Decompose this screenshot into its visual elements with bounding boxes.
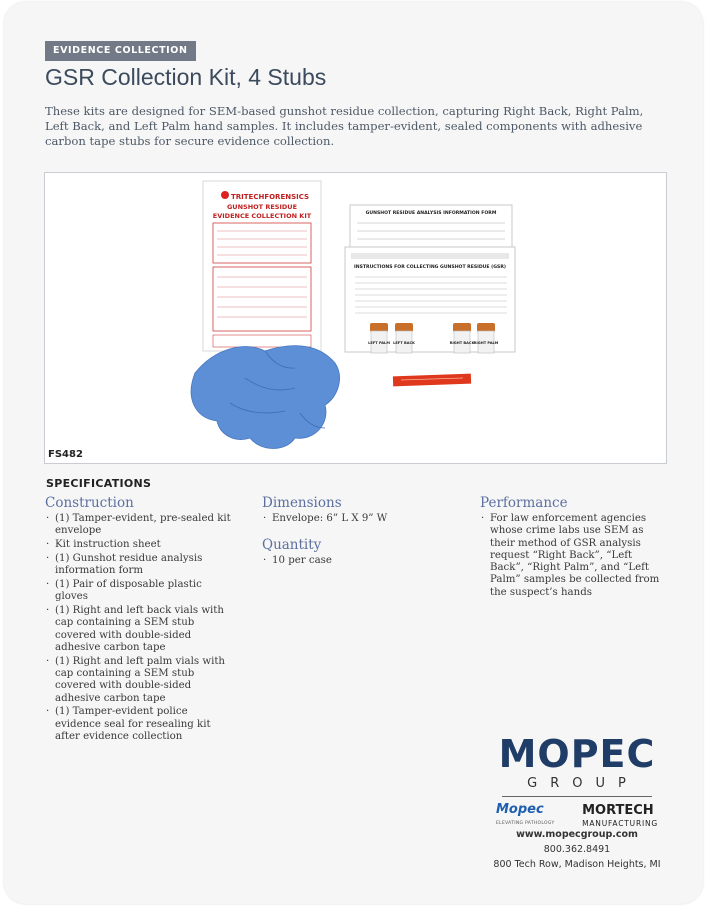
construction-list xyxy=(45,513,235,743)
performance-list xyxy=(480,513,665,599)
list-item: · (1) Gunshot residue analysis information form xyxy=(45,553,235,578)
vial-left-palm xyxy=(368,323,390,353)
intro-paragraph: These kits are designed for SEM-based gunshot residue collection, capturing Right Back, Right Palm, Left Back, and Left Palm hand samples. It includes tamper-evident, sealed components with adhesive carbon tape stubs for secure evidence collection. xyxy=(45,104,644,148)
kit-envelope xyxy=(203,181,321,351)
svg-text:LEFT BACK: LEFT BACK xyxy=(393,341,415,345)
performance-heading: Performance xyxy=(480,495,568,511)
list-item: · Kit instruction sheet xyxy=(45,539,235,551)
sub-brand-logos xyxy=(482,803,672,830)
dimensions-heading: Dimensions xyxy=(262,495,342,511)
mortech-name: MORTECH xyxy=(582,803,654,818)
list-item: · For law enforcement agencies whose crime labs use SEM as their method of GSR analysis request “Right Back”, “Left Back”, “Right Palm”, and “Left Palm” samples be collected from the suspect’s hands xyxy=(480,513,665,599)
phone-number: 800.362.8491 xyxy=(543,844,611,855)
product-photo xyxy=(44,172,667,464)
information-form xyxy=(350,205,512,253)
page-title: GSR Collection Kit, 4 Stubs xyxy=(45,64,327,90)
construction-heading: Construction xyxy=(45,495,134,511)
mopec-sub-name: Mopec xyxy=(496,802,544,817)
quantity-list xyxy=(262,555,452,567)
mopec-wordmark: MOPEC xyxy=(498,732,656,776)
svg-text:GUNSHOT RESIDUE: GUNSHOT RESIDUE xyxy=(226,203,298,211)
list-item: · (1) Tamper-evident police evidence seal for resealing kit after evidence collection xyxy=(45,706,235,743)
mopec-sub-logo xyxy=(496,803,555,830)
evidence-seal xyxy=(393,374,471,387)
contact-info xyxy=(482,827,672,872)
dimensions-list xyxy=(262,513,452,525)
mortech-manufacturing: MANUFACTURING xyxy=(582,819,658,828)
svg-text:RIGHT PALM: RIGHT PALM xyxy=(473,341,499,345)
tritech-logo-icon xyxy=(221,191,229,199)
list-item: · (1) Tamper-evident, pre-sealed kit envelope xyxy=(45,513,235,538)
svg-text:TRITECHFORENSICS: TRITECHFORENSICS xyxy=(231,193,310,201)
address: 800 Tech Row, Madison Heights, MI xyxy=(493,859,661,870)
mopec-group-logo xyxy=(482,734,672,830)
performance-column xyxy=(480,495,665,601)
construction-column xyxy=(45,495,235,745)
svg-text:EVIDENCE COLLECTION KIT: EVIDENCE COLLECTION KIT xyxy=(212,212,312,220)
kit-illustration xyxy=(45,173,666,463)
list-item: · (1) Right and left back vials with cap containing a SEM stub covered with double-sided adhesive carbon tape xyxy=(45,605,235,654)
list-item: · 10 per case xyxy=(262,555,452,567)
svg-text:RIGHT BACK: RIGHT BACK xyxy=(449,341,475,345)
logo-divider xyxy=(502,796,652,797)
svg-text:INSTRUCTIONS FOR COLLECTING GU: INSTRUCTIONS FOR COLLECTING GUNSHOT RESIDUE (GSR) xyxy=(354,265,506,270)
list-item: · (1) Pair of disposable plastic gloves xyxy=(45,579,235,604)
group-wordmark: GROUP xyxy=(527,776,639,791)
specifications-heading: SPECIFICATIONS xyxy=(46,477,152,490)
quantity-heading: Quantity xyxy=(262,537,322,554)
svg-text:LEFT PALM: LEFT PALM xyxy=(368,341,390,345)
svg-text:GUNSHOT RESIDUE ANALYSIS INFOR: GUNSHOT RESIDUE ANALYSIS INFORMATION FORM xyxy=(365,211,497,216)
list-item: · Envelope: 6” L X 9” W xyxy=(262,513,452,525)
product-code: FS482 xyxy=(48,449,83,460)
list-item: · (1) Right and left palm vials with cap containing a SEM stub covered with double-sided adhesive carbon tape xyxy=(45,656,235,705)
vial-left-back xyxy=(393,323,415,353)
gloves xyxy=(191,346,339,449)
dimensions-column xyxy=(262,495,452,569)
website-link[interactable]: www.mopecgroup.com xyxy=(516,829,638,840)
spec-sheet xyxy=(4,2,703,904)
category-tag: EVIDENCE COLLECTION xyxy=(45,41,196,61)
mopec-sub-tagline: ELEVATING PATHOLOGY xyxy=(496,821,555,826)
